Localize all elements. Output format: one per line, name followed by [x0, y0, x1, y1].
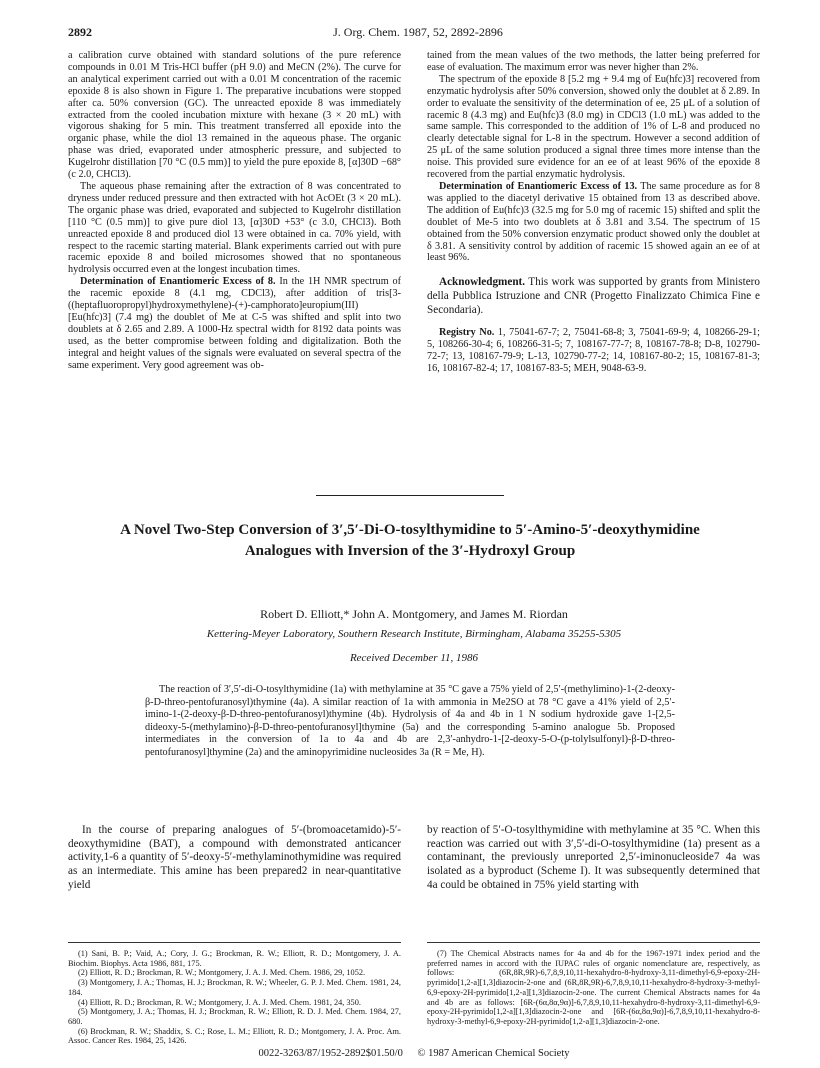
right-column: [427, 50, 760, 375]
page-number: 2892: [68, 25, 92, 39]
left-column: [68, 50, 401, 371]
acknowledgment: [427, 276, 760, 317]
article-authors: Robert D. Elliott,* John A. Montgomery, and James M. Riordan: [260, 607, 568, 621]
abstract: The reaction of 3′,5′-di-O-tosylthymidine (1a) with methylamine at 35 °C gave a 75% yield of 2,5′-(methylimino)-1-(2-deoxy-β-D-threo-pentofuranosyl)thymine (4a). A similar reaction of 1a with ammonia in Me2SO at 78 °C gave a 41% yield of 2,5′-imino-1-(2-deoxy-β-D-threo-pentofuranosyl)thymine (4b). Hydrolysis of 4a and 4b in 1 N sodium hydroxide gave 1-[2,5-dideoxy-5-(methylamino)-β-D-threo-pentofuranosyl]thymine (5a) and the corresponding 5-amino analogue 5b. Proposed intermediates in the conversion of 1a to 4a and 4b are 2,3′-anhydro-1-[2-deoxy-5-O-(p-tolylsulfonyl)-β-D-threo-pentofuranosyl]thymine (2a) and the aminopyrimidine nucleosides 3a (R = Me, H).: [145, 684, 675, 758]
journal-citation: J. Org. Chem. 1987, 52, 2892-2896: [333, 25, 503, 39]
section-heading: Determination of Enantiomeric Excess of 13.: [439, 180, 638, 192]
footnote: (5) Montgomery, J. A.; Thomas, H. J.; Brockman, R. W.; Elliott, R. D. J. Med. Chem. 1984, 27, 680.: [68, 1007, 401, 1026]
footnote: (2) Elliott, R. D.; Brockman, R. W.; Montgomery, J. A. J. Med. Chem. 1986, 29, 1052.: [78, 968, 366, 978]
article-separator: [316, 495, 504, 496]
section-heading: Determination of Enantiomeric Excess of 8.: [80, 276, 276, 288]
paragraph: The spectrum of the epoxide 8 [5.2 mg + 9.4 mg of Eu(hfc)3] recovered from enzymatic hydrolysis after 50% conversion, showed only the doublet at δ 2.89. In order to evaluate the sensitivity of the determination of ee, 25 μL of a solution of racemic 8 (4.3 mg) and Eu(hfc)3 (8.0 mg) in CDCl3 (1.0 mL) was added to the same sample. This corresponded to the addition of 1% of L-8 and produced no clearly detectable signal for L-8 in the spectrum. However a second addition of 25 μL of the same solution produced a signal three times more intense than the noise. This provided sure evidence for an ee of at least 96% of the epoxide 8 recovered from the partial enzymatic hydrolysis.: [427, 73, 760, 181]
paragraph: [427, 181, 760, 264]
footnote: (6) Brockman, R. W.; Shaddix, S. C.; Rose, L. M.; Elliott, R. D.; Montgomery, J. A. Proc. Am. Assoc. Cancer Res. 1984, 25, 1426.: [68, 1026, 401, 1046]
paragraph: [68, 276, 401, 371]
ack-heading: Acknowledgment.: [439, 276, 526, 289]
paragraph-text: The same procedure as for 8 was applied to the diacetyl derivative 15 obtained from 13 as described above. The addition of Eu(hfc)3 (32.5 mg for 5.0 mg of racemic 15) shifted and split the doublet of Me-5 into two doublets at δ 3.81 and 3.54. The spectrum of 15 obtained from the 50% conversion enzymatic product showed only the doublet at δ 3.81. A sensitivity control by addition of racemic 15 showed again an ee of at least 96%.: [427, 180, 760, 264]
paragraph: tained from the mean values of the two methods, the latter being preferred for ease of evaluation. The maximum error was never higher than 2%.: [427, 50, 760, 73]
footnotes-right: [427, 942, 760, 1027]
paragraph: In the course of preparing analogues of 5′-(bromoacetamido)-5′-deoxythymidine (BAT), a compound with demonstrated anticancer activity,1-6 a quantity of 5′-deoxy-5′-methylaminothymidine was required as an intermediate. This amine has been prepared2 in near-quantitative yield: [68, 824, 401, 891]
registry-heading: Registry No.: [439, 327, 495, 339]
ack-text: This work was supported by grants from Ministero della Pubblica Istruzione and CNR (Progetto Finalizzato Chimica Fine e Secondaria).: [427, 276, 760, 316]
footnote: (4) Elliott, R. D.; Brockman, R. W.; Montgomery, J. A. J. Med. Chem. 1981, 24, 350.: [78, 997, 361, 1007]
received-date: [68, 652, 760, 664]
publication-code: 0022-3263/87/1952-2892$01.50/0: [258, 1048, 403, 1059]
article-affiliation: Kettering-Meyer Laboratory, Southern Research Institute, Birmingham, Alabama 35255-5305: [206, 628, 622, 640]
paragraph-text: In the 1H NMR spectrum of the racemic epoxide 8 (4.1 mg, CDCl3), after addition of tris[3-((heptafluoropropyl)hydroxymethylene)-(+)-camphorato]europium(III) [Eu(hfc)3] (7.4 mg) the doublet of Me at C-5 was shifted and split into two doublets at δ 2.65 and 2.89. A 1000-Hz spectral width for 8192 data points was used, as the better compromise between folding and digitalization. Both the integral and height values of the signals were evaluated on several spectra of the same experiment. Very good agreement was ob-: [68, 276, 401, 371]
copyright: © 1987 American Chemical Society: [417, 1048, 570, 1059]
footnote: (7) The Chemical Abstracts names for 4a and 4b for the 1967-1971 index period and the preferred names in accord with the IUPAC rules of organic nomenclature are, respectively, as follows: (6R,8R,9R)-6,7,8,9,10,11-hexahydro-8-hydroxy-3,11-dimethyl-6,9-epoxy-2H-pyrimido[1,2-a][1,3]diazocin-2-one and (6R,8R,9R)-6,7,8,9,10,11-hexahydro-8-hydroxy-3-methyl-6,9-epoxy-2H-pyrimido[1,2-a][1,3]diazocin-2-one. The current Chemical Abstracts names for 4a and 4b are as follows: [6R-(6α,8α,9α)]-6,7,8,9,10,11-hexahydro-8-hydroxy-3,11-dimethyl-6,9-epoxy-2H-pyrimido[1,2-a][1,3]diazocin-2-one and [6R-(6α,8α,9α)]-6,7,8,9,10,11-hexahydro-8-hydroxy-3-methyl-6,9-epoxy-2H-pyrimido[1,2-a][1,3]diazocin-2-one.: [427, 949, 760, 1026]
paragraph: a calibration curve obtained with standard solutions of the pure reference compounds in 0.01 M Tris-HCl buffer (pH 9.0) and MeCN (2%). The curve for an analytical experiment carried out with a 0.01 M concentration of the racemic epoxide 8 is also shown in Figure 1. The preparative incubations were stopped after ca. 50% conversion (GC). The unreacted epoxide 8 was immediately extracted from the cooled incubation mixture with hexane (3 × 20 mL) with vigorous shaking for 5 min. This treatment transferred all epoxide into the organic phase, while the diol 13 remained in the aqueous phase. The organic phase was dried, evaporated under atmospheric pressure, and subjected to Kugelrohr distillation [70 °C (0.5 mm)] to yield the pure epoxide 8, [α]30D −68° (c 2.0, CHCl3).: [68, 50, 401, 181]
paragraph: The aqueous phase remaining after the extraction of 8 was concentrated to dryness under reduced pressure and then extracted with hot AcOEt (3 × 20 mL). The organic phase was dried, evaporated and subjected to Kugelrohr distillation [110 °C (0.5 mm)] to give pure diol 13, [α]30D +53° (c 3.0, CHCl3). Both unreacted epoxide 8 and produced diol 13 were obtained in ca. 70% yield, with respect to the racemic starting material. Blank experiments carried out with pure racemic epoxide 8 and boiled microsomes showed that no spontaneous hydrolysis occurred even at the longest incubation times.: [68, 180, 401, 276]
paragraph: by reaction of 5′-O-tosylthymidine with methylamine at 35 °C. When this reaction was carried out with 3′,5′-di-O-tosylthymidine (1a) present as a contaminant, the previously unreported 2,5′-iminonucleoside7 4a was isolated as a byproduct (Scheme I). It was subsequently determined that 4a could be obtained in 75% yield starting with: [427, 824, 760, 891]
registry-text: 1, 75041-67-7; 2, 75041-68-8; 3, 75041-69-9; 4, 108266-29-1; 5, 108266-30-4; 6, 108266-31-5; 7, 108167-77-7; 8, 108167-78-8; D-8, 102790-72-7; 13, 108167-79-9; L-13, 102790-77-2; 14, 108167-80-2; 15, 108167-81-3; 16, 108167-82-4; 17, 108167-83-5; MEH, 9048-63-9.: [427, 327, 761, 374]
article-body-left: [68, 824, 401, 893]
received-text: Received December 11, 1986: [349, 652, 479, 664]
footnote: (1) Sani, B. P.; Vaid, A.; Cory, J. G.; Brockman, R. W.; Elliott, R. D.; Montgomery, J. A. Biochim. Biophys. Acta 1986, 881, 175.: [68, 949, 401, 968]
article-title: A Novel Two-Step Conversion of 3′,5′-Di-O-tosylthymidine to 5′-Amino-5′-deoxythymidine Analogues with Inversion of the 3′-Hydroxyl Group: [120, 522, 700, 559]
article-body-right: [427, 824, 760, 893]
footnote: (3) Montgomery, J. A.; Thomas, H. J.; Brockman, R. W.; Wheeler, G. P. J. Med. Chem. 1981, 24, 184.: [68, 978, 401, 997]
page-footer: [68, 1048, 760, 1059]
registry-numbers: [427, 327, 760, 375]
footnotes-left: [68, 942, 401, 1046]
running-header: [68, 25, 768, 41]
